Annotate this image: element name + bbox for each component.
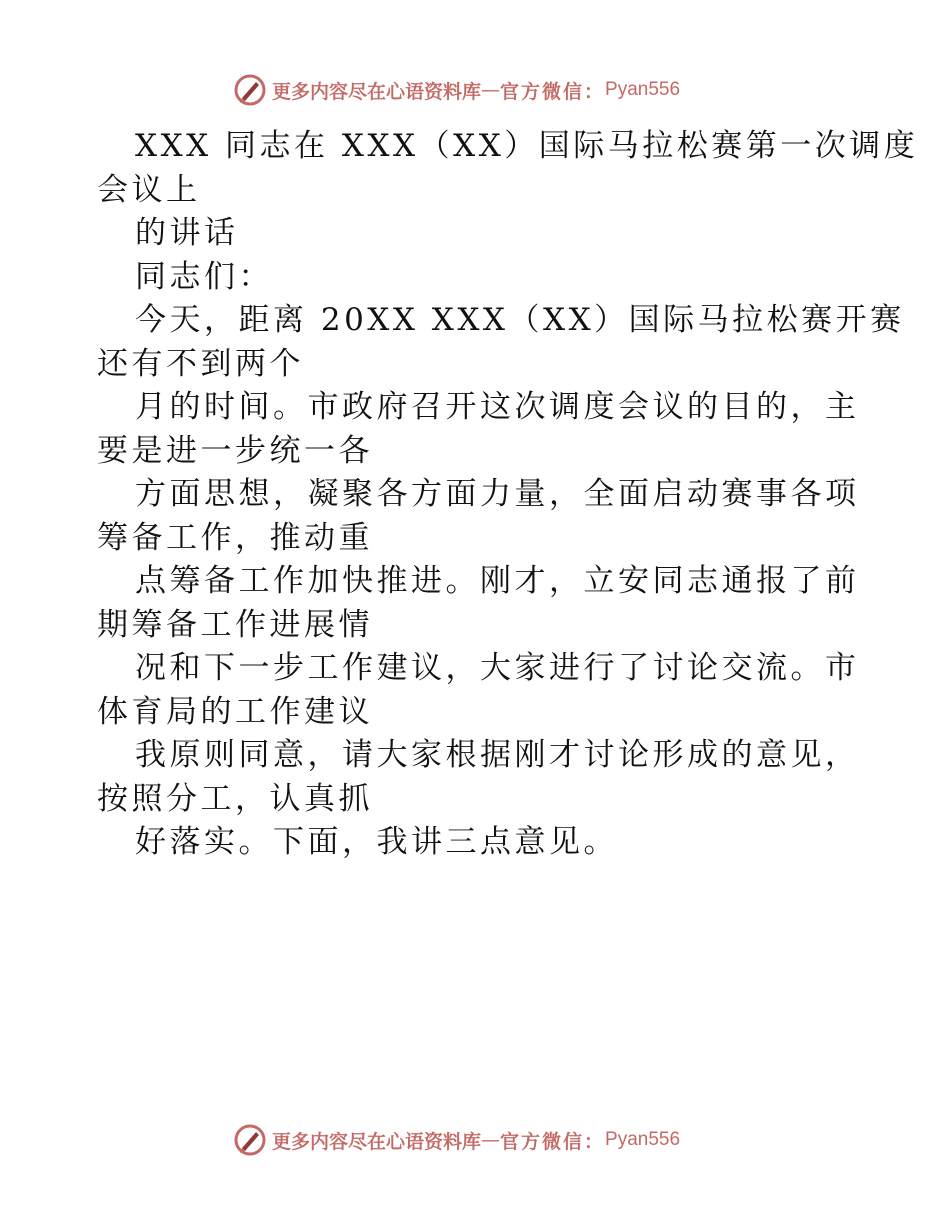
title-line: 会议上 xyxy=(97,171,201,208)
paragraph-line: 还有不到两个 xyxy=(97,345,304,382)
paragraph-line: 筹备工作，推动重 xyxy=(97,519,373,556)
watermark-wechat-id: Pyan556 xyxy=(605,1129,681,1150)
paragraph-line: 好落实。下面，我讲三点意见。 xyxy=(135,824,618,860)
paragraph-line: 期筹备工作进展情 xyxy=(97,606,373,643)
document-body xyxy=(97,125,919,865)
paragraph-line: 要是进一步统一各 xyxy=(97,432,373,469)
title-line: XXX 同志在 XXX（XX）国际马拉松赛第一次调度 xyxy=(135,128,919,164)
watermark-text: 更多内容尽在心语资料库 xyxy=(272,1130,482,1153)
watermark-wechat-id: Pyan556 xyxy=(605,79,681,100)
paragraph-line: 况和下一步工作建议，大家进行了讨论交流。市 xyxy=(135,650,860,686)
watermark-footer xyxy=(232,1120,680,1160)
pen-logo-icon xyxy=(232,72,268,108)
paragraph-line: 今天，距离 20XX XXX（XX）国际马拉松赛开赛 xyxy=(135,302,905,338)
paragraph-line: 我原则同意，请大家根据刚才讨论形成的意见， xyxy=(135,737,860,773)
watermark-separator: — xyxy=(481,1129,501,1151)
paragraph-line: 按照分工，认真抓 xyxy=(97,780,373,817)
title-line: 的讲话 xyxy=(135,215,239,251)
paragraph-line: 点筹备工作加快推进。刚才，立安同志通报了前 xyxy=(135,563,860,599)
watermark-header xyxy=(232,70,680,110)
salutation: 同志们： xyxy=(135,258,273,295)
pen-logo-icon xyxy=(232,1122,268,1158)
watermark-wechat-label: 官方微信： xyxy=(500,1130,606,1153)
paragraph-line: 月的时间。市政府召开这次调度会议的目的，主 xyxy=(135,389,860,425)
paragraph-line: 体育局的工作建议 xyxy=(97,693,373,730)
watermark-wechat-label: 官方微信： xyxy=(500,80,606,103)
watermark-separator: — xyxy=(481,79,501,101)
watermark-text: 更多内容尽在心语资料库 xyxy=(272,80,482,103)
paragraph-line: 方面思想，凝聚各方面力量，全面启动赛事各项 xyxy=(135,476,860,512)
